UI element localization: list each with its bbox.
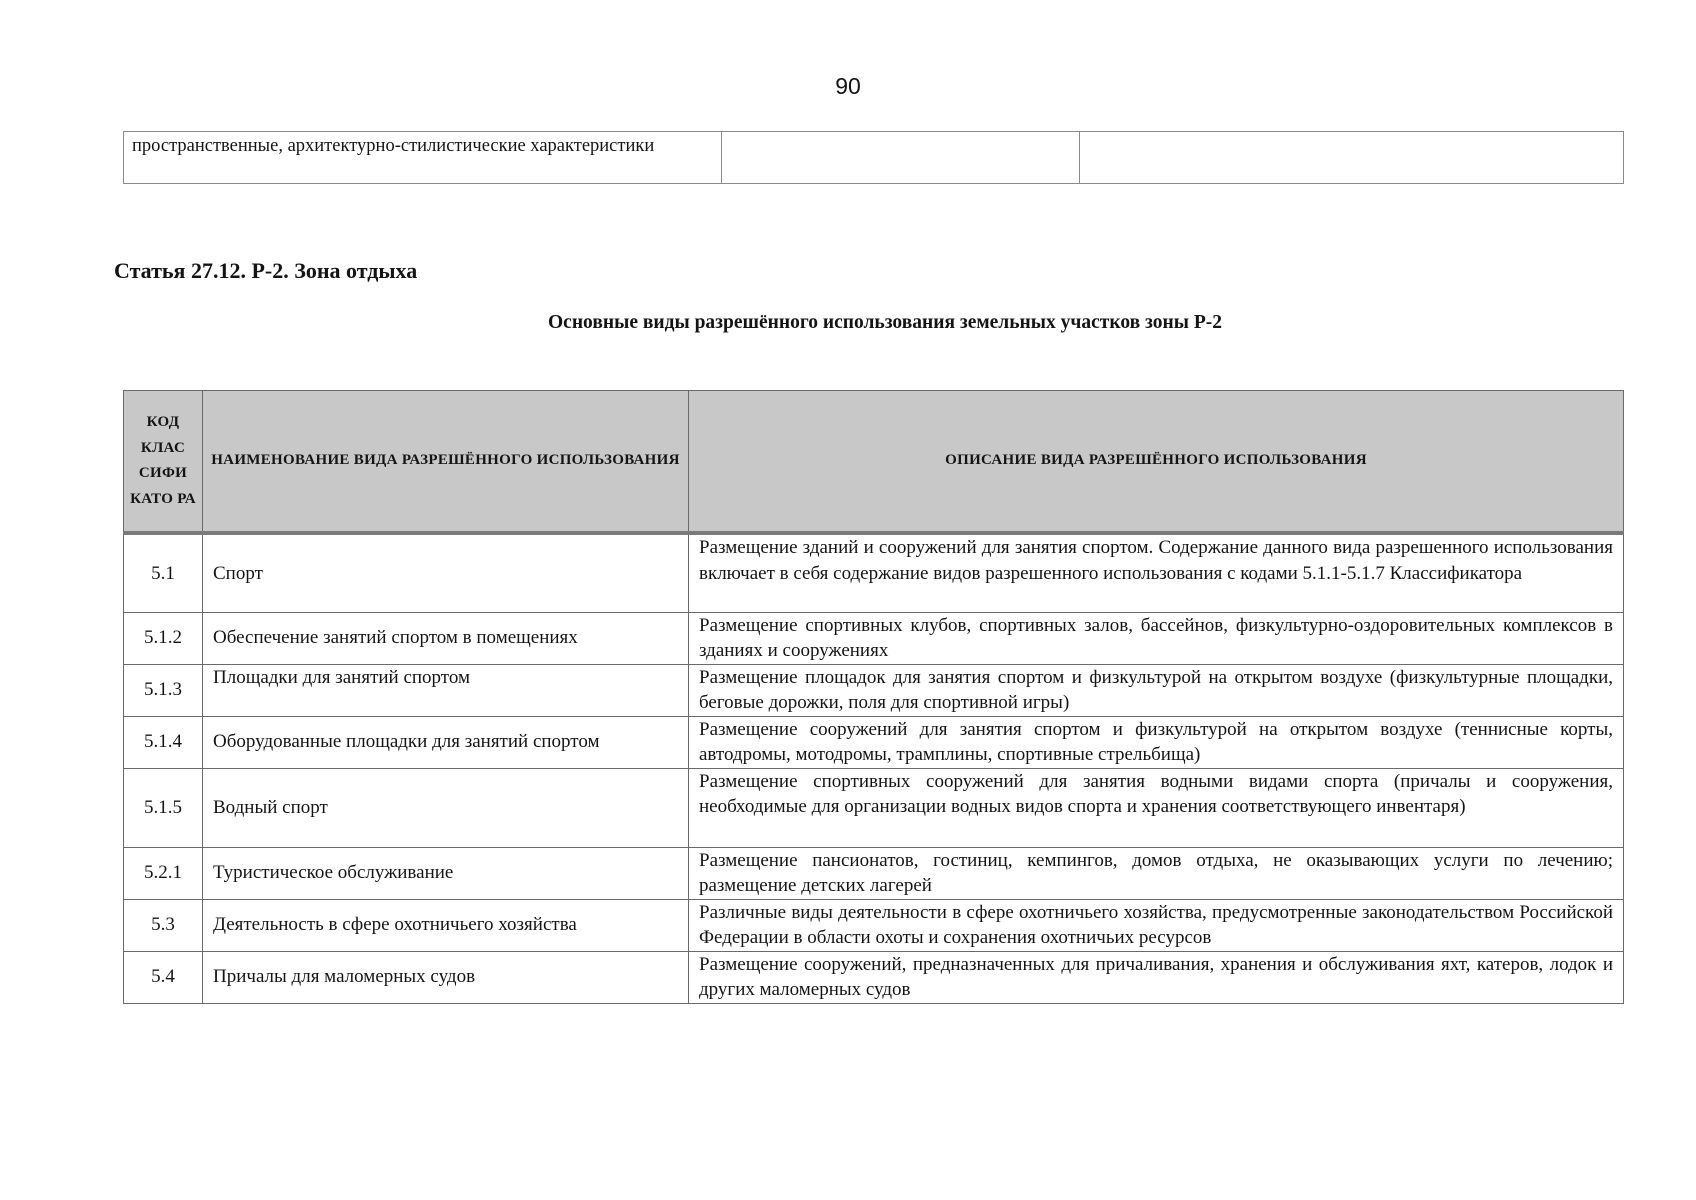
row-description: Размещение сооружений для занятия спортом и физкультурой на открытом воздухе (теннисные корты, автодромы, мотодромы, трамплины, спортивные стрельбища)	[689, 716, 1624, 768]
row-code: 5.2.1	[124, 847, 203, 899]
row-name: Оборудованные площадки для занятий спортом	[203, 716, 689, 768]
table-row	[124, 716, 1624, 768]
header-description-label: ОПИСАНИЕ ВИДА РАЗРЕШЁННОГО ИСПОЛЬЗОВАНИЯ	[945, 452, 1367, 469]
row-code: 5.1.4	[124, 716, 203, 768]
article-heading: Статья 27.12. Р-2. Зона отдыха	[114, 258, 418, 283]
header-name-label: НАИМЕНОВАНИЕ ВИДА РАЗРЕШЁННОГО ИСПОЛЬЗОВАНИЯ	[211, 452, 680, 469]
row-description: Размещение спортивных сооружений для занятия водными видами спорта (причалы и сооружения, необходимые для организации водных видов спорта и хранения соответствующего инвентаря)	[689, 768, 1624, 847]
row-description: Размещение спортивных клубов, спортивных залов, бассейнов, физкультурно-оздоровительных комплексов в зданиях и сооружениях	[689, 612, 1624, 664]
continuation-cell-text: пространственные, архитектурно-стилистические характеристики	[124, 132, 722, 184]
continuation-cell-empty	[1080, 132, 1624, 184]
page-number: 90	[835, 73, 861, 99]
row-code: 5.4	[124, 951, 203, 1003]
row-code: 5.1.3	[124, 664, 203, 716]
header-name	[203, 391, 689, 534]
row-description: Размещение пансионатов, гостиниц, кемпингов, домов отдыха, не оказывающих услуги по лечению; размещение детских лагерей	[689, 847, 1624, 899]
row-description: Размещение зданий и сооружений для занятия спортом. Содержание данного вида разрешенного использования включает в себя содержание видов разрешенного использования с кодами 5.1.1-5.1.7 Классификатора	[689, 533, 1624, 612]
table-row	[124, 768, 1624, 847]
table-title: Основные виды разрешённого использования земельных участков зоны Р-2	[548, 312, 1222, 333]
row-description: Размещение площадок для занятия спортом и физкультурой на открытом воздухе (физкультурные площадки, беговые дорожки, поля для спортивной игры)	[689, 664, 1624, 716]
table-row	[124, 612, 1624, 664]
header-code-label: КОД КЛАС СИФИ КАТО РА	[130, 414, 196, 507]
row-code: 5.1.2	[124, 612, 203, 664]
row-name: Площадки для занятий спортом	[203, 664, 689, 716]
row-name: Туристическое обслуживание	[203, 847, 689, 899]
row-name: Обеспечение занятий спортом в помещениях	[203, 612, 689, 664]
table-row	[124, 533, 1624, 612]
header-code	[124, 391, 203, 534]
row-name: Водный спорт	[203, 768, 689, 847]
table-row	[124, 132, 1624, 184]
row-name: Деятельность в сфере охотничьего хозяйства	[203, 899, 689, 951]
row-name: Спорт	[203, 533, 689, 612]
table-row	[124, 951, 1624, 1003]
table-row	[124, 899, 1624, 951]
continuation-table	[123, 131, 1624, 184]
row-code: 5.1	[124, 533, 203, 612]
table-row	[124, 664, 1624, 716]
row-code: 5.1.5	[124, 768, 203, 847]
row-code: 5.3	[124, 899, 203, 951]
header-description	[689, 391, 1624, 534]
permitted-use-table	[123, 390, 1624, 1004]
row-description: Различные виды деятельности в сфере охотничьего хозяйства, предусмотренные законодательством Российской Федерации в области охоты и сохранения охотничьих ресурсов	[689, 899, 1624, 951]
table-header-row	[124, 391, 1624, 534]
row-name: Причалы для маломерных судов	[203, 951, 689, 1003]
table-row	[124, 847, 1624, 899]
row-description: Размещение сооружений, предназначенных для причаливания, хранения и обслуживания яхт, катеров, лодок и других маломерных судов	[689, 951, 1624, 1003]
continuation-cell-empty	[722, 132, 1080, 184]
